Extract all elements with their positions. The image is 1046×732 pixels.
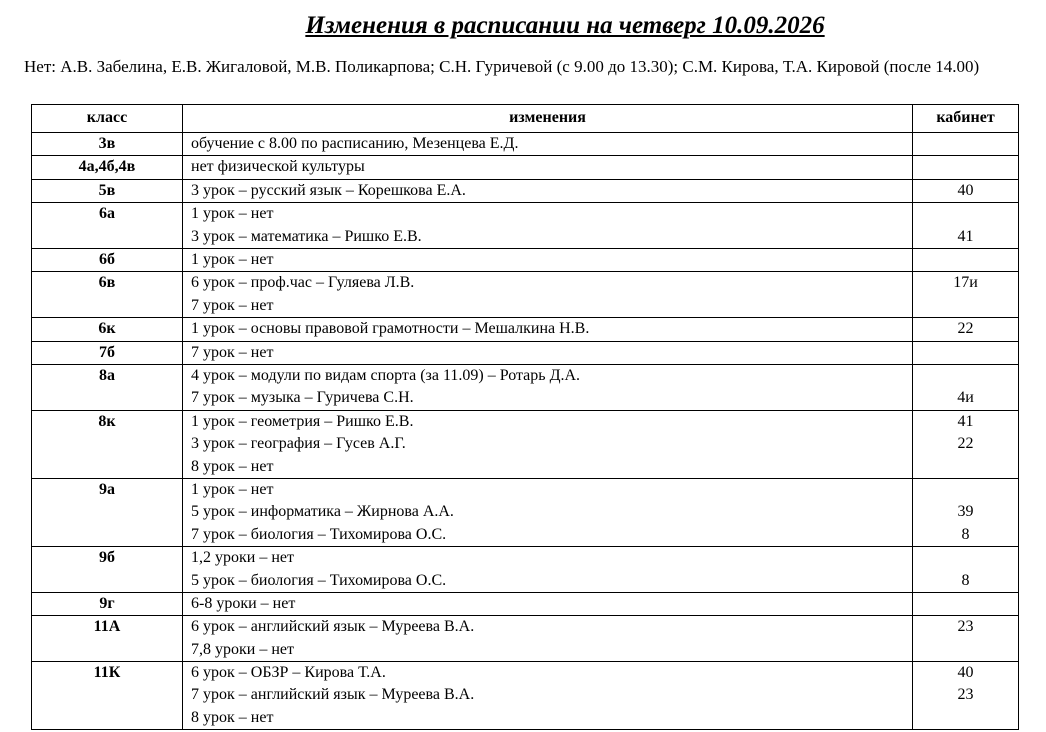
class-cell: 9а bbox=[32, 478, 183, 546]
change-line: 6-8 уроки – нет bbox=[191, 594, 296, 612]
room-line: 4и bbox=[957, 389, 974, 407]
table-row bbox=[32, 133, 1019, 156]
table-row bbox=[32, 203, 1019, 249]
room-line: 17и bbox=[953, 274, 978, 292]
change-line: 7 урок – музыка – Гуричева С.Н. bbox=[191, 389, 414, 407]
change-line: 5 урок – биология – Тихомирова О.С. bbox=[191, 571, 447, 589]
room-line bbox=[921, 365, 1010, 387]
class-cell: 6а bbox=[32, 203, 183, 249]
table-row bbox=[32, 179, 1019, 202]
room-cell bbox=[913, 179, 1019, 202]
class-cell: 8а bbox=[32, 365, 183, 411]
change-line: нет физической культуры bbox=[191, 158, 365, 176]
room-line: 41 bbox=[957, 227, 974, 245]
absent-teachers-note: Нет: А.В. Забелина, Е.В. Жигаловой, М.В. Поликарпова; С.Н. Гуричевой (с 9.00 до 13.30); С.М. Кирова, Т.А. Кировой (после 14.00) bbox=[24, 57, 980, 76]
room-cell bbox=[913, 156, 1019, 179]
room-cell bbox=[913, 592, 1019, 615]
class-cell: 6в bbox=[32, 272, 183, 318]
change-line: 1 урок – нет bbox=[191, 251, 274, 268]
header-changes: изменения bbox=[183, 105, 913, 133]
changes-cell bbox=[183, 133, 913, 156]
class-cell: 3в bbox=[32, 133, 183, 156]
change-line: 1 урок – нет bbox=[191, 205, 274, 223]
change-line: 6 урок – английский язык – Муреева В.А. bbox=[191, 618, 475, 636]
room-line: 23 bbox=[957, 686, 974, 704]
table-header-row bbox=[32, 105, 1019, 133]
class-cell: 9б bbox=[32, 547, 183, 593]
change-line: 1 урок – геометрия – Ришко Е.В. bbox=[191, 412, 414, 430]
header-class: класс bbox=[32, 105, 183, 133]
change-line: 5 урок – информатика – Жирнова А.А. bbox=[191, 503, 454, 521]
room-cell bbox=[913, 410, 1019, 478]
room-cell bbox=[913, 547, 1019, 593]
table-row bbox=[32, 547, 1019, 593]
table-row bbox=[32, 318, 1019, 341]
table-row bbox=[32, 410, 1019, 478]
room-cell bbox=[913, 318, 1019, 341]
room-cell bbox=[913, 272, 1019, 318]
room-line: 23 bbox=[957, 618, 974, 636]
page-title: Изменения в расписании на четверг 10.09.2026 bbox=[305, 12, 825, 39]
changes-cell bbox=[183, 341, 913, 364]
change-line: 1 урок – основы правовой грамотности – Мешалкина Н.В. bbox=[191, 320, 590, 338]
room-line: 39 bbox=[957, 503, 974, 521]
class-cell: 7б bbox=[32, 341, 183, 364]
class-cell: 4а,4б,4в bbox=[32, 156, 183, 179]
room-line bbox=[921, 295, 1010, 317]
class-cell: 8к bbox=[32, 410, 183, 478]
change-line: 6 урок – ОБЗР – Кирова Т.А. bbox=[191, 664, 386, 682]
table-row bbox=[32, 341, 1019, 364]
changes-cell bbox=[183, 203, 913, 249]
schedule-changes-table bbox=[31, 104, 1019, 730]
table-row bbox=[32, 249, 1019, 272]
room-cell bbox=[913, 133, 1019, 156]
room-line bbox=[921, 456, 1010, 478]
changes-cell bbox=[183, 318, 913, 341]
change-line: 8 урок – нет bbox=[191, 457, 274, 475]
change-line: 3 урок – русский язык – Корешкова Е.А. bbox=[191, 181, 466, 199]
changes-cell bbox=[183, 662, 913, 730]
room-cell bbox=[913, 341, 1019, 364]
table-row bbox=[32, 662, 1019, 730]
class-cell: 5в bbox=[32, 179, 183, 202]
room-line: 8 bbox=[961, 571, 970, 589]
change-line: 1 урок – нет bbox=[191, 480, 274, 498]
table-row bbox=[32, 478, 1019, 546]
room-line bbox=[921, 707, 1010, 729]
class-cell: 11К bbox=[32, 662, 183, 730]
room-cell bbox=[913, 249, 1019, 272]
change-line: 8 урок – нет bbox=[191, 708, 274, 726]
class-cell: 9г bbox=[32, 592, 183, 615]
change-line: 6 урок – проф.час – Гуляева Л.В. bbox=[191, 274, 415, 292]
changes-cell bbox=[183, 478, 913, 546]
room-line bbox=[921, 547, 1010, 569]
class-cell: 6б bbox=[32, 249, 183, 272]
room-line: 40 bbox=[957, 664, 974, 682]
room-line bbox=[921, 479, 1010, 501]
changes-cell bbox=[183, 272, 913, 318]
change-line: 1,2 уроки – нет bbox=[191, 549, 294, 567]
table-row bbox=[32, 616, 1019, 662]
changes-cell bbox=[183, 410, 913, 478]
change-line: 7 урок – нет bbox=[191, 296, 274, 314]
change-line: 3 урок – математика – Ришко Е.В. bbox=[191, 227, 422, 245]
change-line: 7,8 уроки – нет bbox=[191, 640, 294, 658]
room-line: 22 bbox=[957, 320, 974, 338]
change-line: 7 урок – английский язык – Муреева В.А. bbox=[191, 686, 475, 704]
table-row bbox=[32, 365, 1019, 411]
change-line: 4 урок – модули по видам спорта (за 11.09) – Ротарь Д.А. bbox=[191, 367, 581, 384]
room-line bbox=[921, 639, 1010, 661]
room-cell bbox=[913, 203, 1019, 249]
header-room: кабинет bbox=[913, 105, 1019, 133]
room-line bbox=[921, 249, 1010, 271]
change-line: 7 урок – биология – Тихомирова О.С. bbox=[191, 525, 447, 543]
table-row bbox=[32, 156, 1019, 179]
table-row bbox=[32, 272, 1019, 318]
room-line: 40 bbox=[957, 181, 974, 199]
room-line: 8 bbox=[961, 525, 970, 543]
changes-cell bbox=[183, 156, 913, 179]
class-cell: 11А bbox=[32, 616, 183, 662]
room-cell bbox=[913, 662, 1019, 730]
room-line bbox=[921, 593, 1010, 615]
room-line bbox=[921, 342, 1010, 364]
room-line bbox=[921, 203, 1010, 225]
table-row bbox=[32, 592, 1019, 615]
changes-cell bbox=[183, 547, 913, 593]
class-cell: 6к bbox=[32, 318, 183, 341]
room-line: 41 bbox=[957, 412, 974, 430]
changes-cell bbox=[183, 616, 913, 662]
changes-cell bbox=[183, 592, 913, 615]
changes-cell bbox=[183, 249, 913, 272]
change-line: 7 урок – нет bbox=[191, 343, 274, 361]
room-cell bbox=[913, 478, 1019, 546]
changes-cell bbox=[183, 179, 913, 202]
change-line: 3 урок – география – Гусев А.Г. bbox=[191, 435, 406, 453]
room-line: 22 bbox=[957, 435, 974, 453]
changes-cell bbox=[183, 365, 913, 411]
room-cell bbox=[913, 365, 1019, 411]
room-line bbox=[921, 156, 1010, 178]
room-line bbox=[921, 133, 1010, 155]
change-line: обучение с 8.00 по расписанию, Мезенцева Е.Д. bbox=[191, 135, 519, 152]
room-cell bbox=[913, 616, 1019, 662]
table-body bbox=[32, 133, 1019, 730]
